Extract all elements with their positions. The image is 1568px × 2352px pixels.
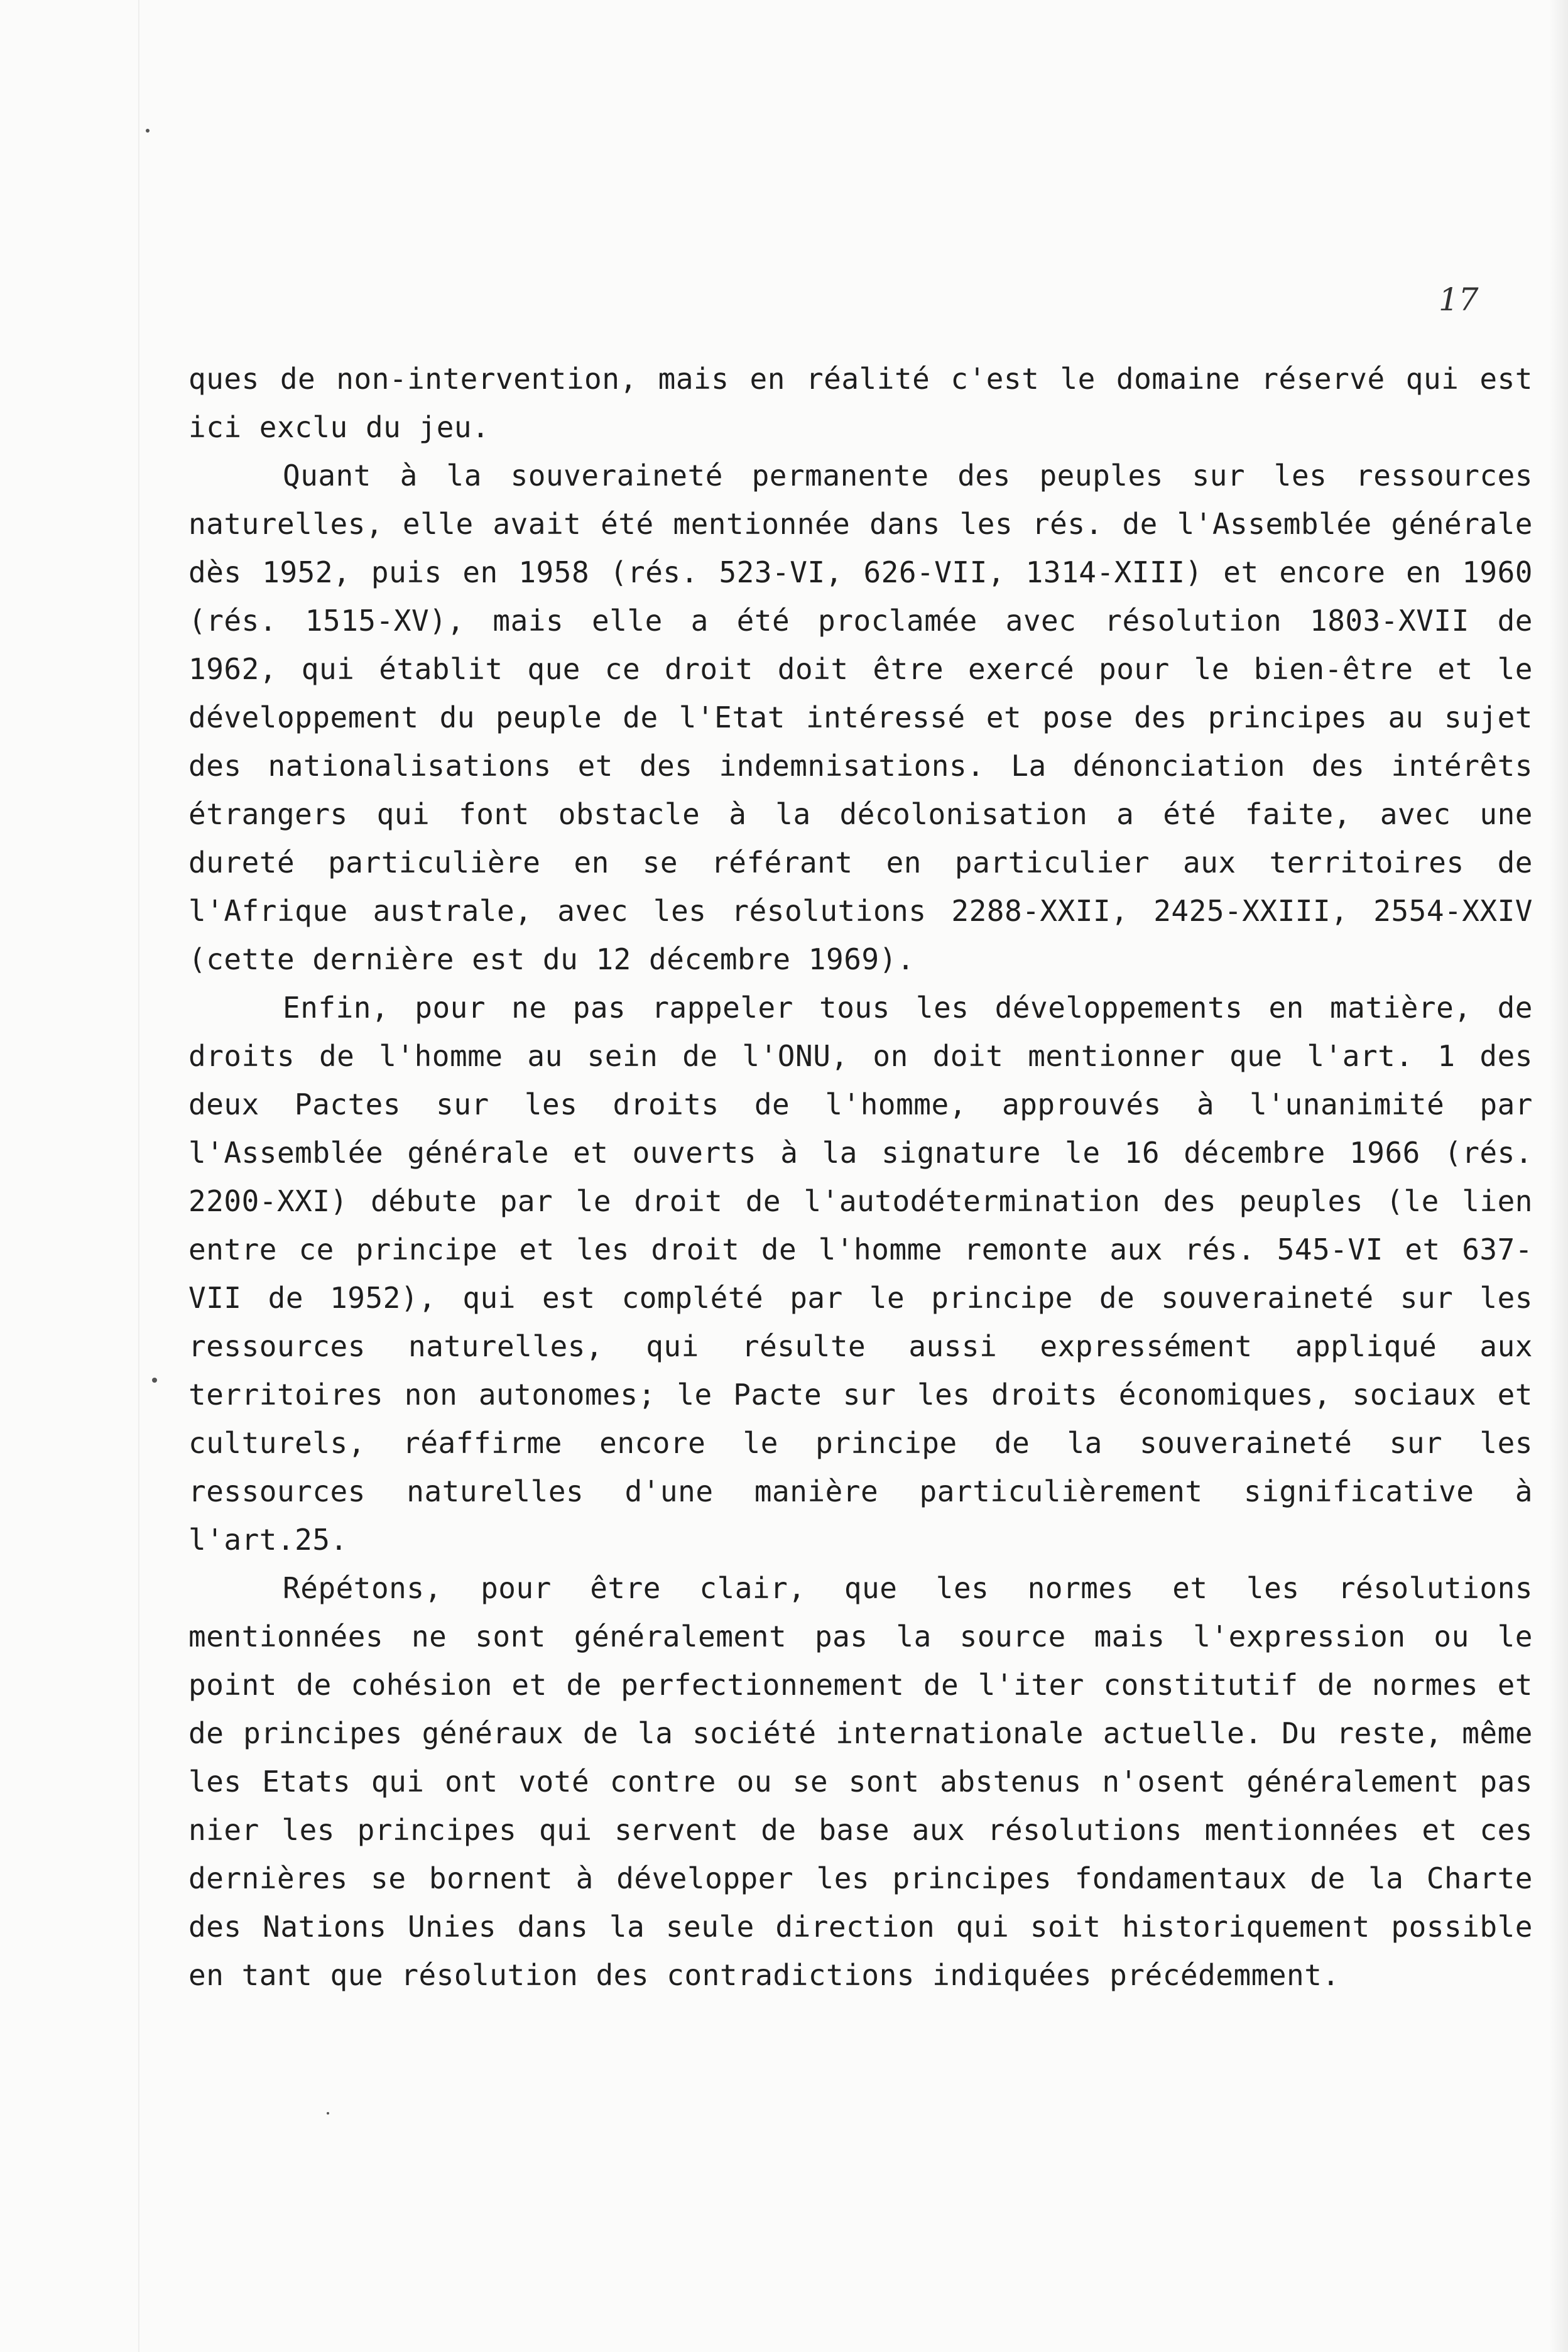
paragraph-1: ques de non-intervention, mais en réalité c'est le domaine réservé qui est ici exclu du jeu. xyxy=(188,362,1533,444)
paragraph-2: Quant à la souveraineté permanente des peuples sur les ressources naturelles, elle avait été mentionnée dans les rés. de l'Assemblée générale dès 1952, puis en 1958 (rés. 523-VI, 626-VII, 1314-XIII) et encore en 1960 (rés. 1515-XV), mais elle a été proclamée avec résolution 1803-XVII de 1962, qui établit que ce droit doit être exercé pour le bien-être et le développement du peuple de l'Etat intéressé et pose des principes au sujet des nationalisations et des indemnisations. La dénonciation des intérêts étrangers qui font obstacle à la décolonisation a été faite, avec une dureté particulière en se référant en particulier aux territoires de l'Afrique australe, avec les résolutions 2288-XXII, 2425-XXIII, 2554-XXIV (cette dernière est du 12 décembre 1969). xyxy=(188,459,1533,976)
typewritten-body xyxy=(188,355,1533,2000)
paragraph-3: Enfin, pour ne pas rappeler tous les développements en matière, de droits de l'homme au sein de l'ONU, on doit mentionner que l'art. 1 des deux Pactes sur les droits de l'homme, approuvés à l'unanimité par l'Assemblée générale et ouverts à la signature le 16 décembre 1966 (rés. 2200-XXI) débute par le droit de l'autodétermination des peuples (le lien entre ce principe et les droit de l'homme remonte aux rés. 545-VI et 637-VII de 1952), qui est complété par le principe de souveraineté sur les ressources naturelles, qui résulte aussi expressément appliqué aux territoires non autonomes; le Pacte sur les droits économiques, sociaux et culturels, réaffirme encore le principe de la souveraineté sur les ressources naturelles d'une manière particulièrement significative à l'art.25. xyxy=(188,991,1533,1557)
paragraph-4: Répétons, pour être clair, que les normes et les résolutions mentionnées ne sont généralement pas la source mais l'expression ou le point de cohésion et de perfectionnement de l'iter constitutif de normes et de principes généraux de la société internationale actuelle. Du reste, même les Etats qui ont voté contre ou se sont abstenus n'osent généralement pas nier les principes qui servent de base aux résolutions mentionnées et ces dernières se bornent à développer les principes fondamentaux de la Charte des Nations Unies dans la seule direction qui soit historiquement possible en tant que résolution des contradictions indiquées précédemment. xyxy=(188,1571,1533,1992)
scan-speck xyxy=(146,129,150,133)
scan-speck xyxy=(152,1378,157,1383)
scan-edge-shadow xyxy=(1549,0,1568,2352)
scan-speck xyxy=(327,2112,329,2115)
scan-fold-line xyxy=(138,0,139,2352)
page-number: 17 xyxy=(1439,281,1479,318)
